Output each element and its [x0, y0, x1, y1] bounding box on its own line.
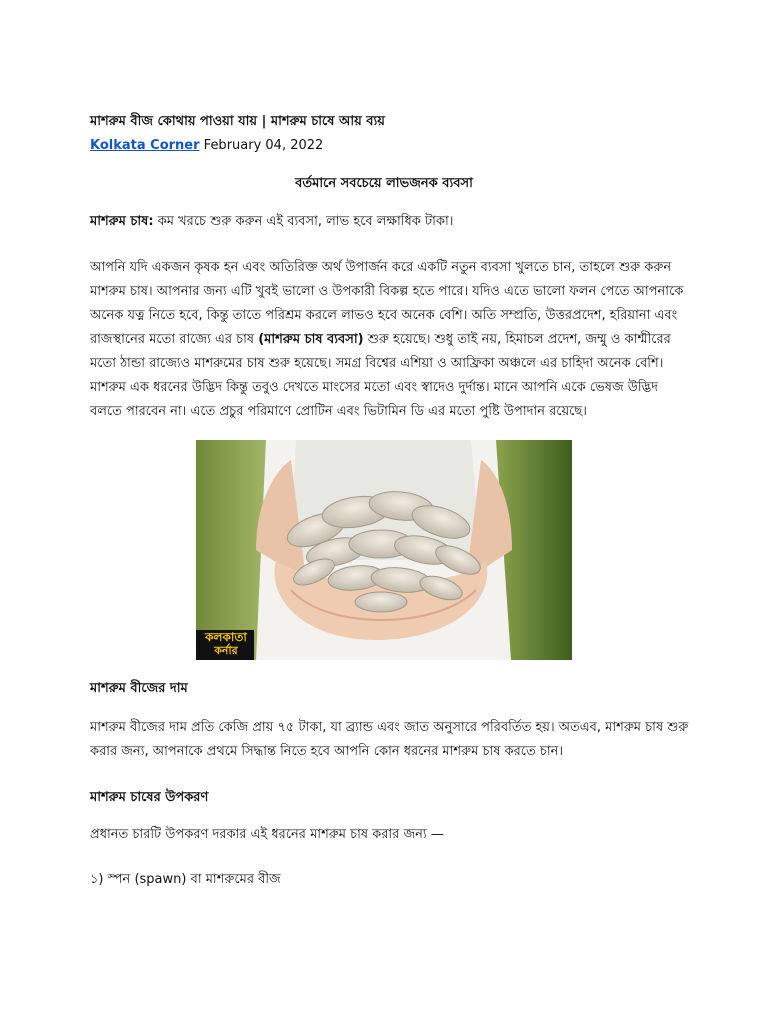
image-watermark	[198, 630, 254, 660]
intro-paragraph	[90, 210, 690, 234]
intro-bold-label: মাশরুম চাষ:	[90, 214, 154, 229]
publish-date: February 04, 2022	[203, 138, 324, 153]
mushroom-photo	[196, 440, 572, 660]
p1-bold-phrase: (মাশরুম চাষ ব্যবসা)	[258, 332, 364, 347]
watermark-line-2: কর্নার	[214, 644, 238, 657]
body-paragraph-seed-price: মাশরুম বীজের দাম প্রতি কেজি প্রায় ৭৫ টাকা, যা ব্র্যান্ড এবং জাত অনুসারে পরিবর্তিত হয়। অতএব, মাশরুম চাষ শুরু করার জন্য, আপনাকে প্রথমে সিদ্ধান্ত নিতে হবে আপনি কোন ধরনের মাশরুম চাষ করতে চান।	[90, 720, 689, 759]
section-heading-materials: মাশরুম চাষের উপকরণ	[90, 790, 209, 805]
list-item-spawn: ১) স্পন (spawn) বা মাশরুমের বীজ	[90, 872, 281, 887]
watermark-line-1: কলকাতা	[205, 630, 247, 644]
body-paragraph-materials: প্রধানত চারটি উপকরণ দরকার এই ধরনের মাশরুম চাষ করার জন্য —	[90, 827, 444, 842]
article-subtitle: বর্তমানে সবচেয়ে লাভজনক ব্যবসা	[295, 176, 473, 191]
section-heading-seed-price: মাশরুম বীজের দাম	[90, 681, 188, 696]
byline	[90, 138, 323, 154]
p1-text-a: আপনি যদি একজন কৃষক হন এবং অতিরিক্ত অর্থ উপার্জন করে একটি নতুন ব্যবসা খুলতে চান, তাহলে শুরু করুন মাশরুম চাষ। আপনার জন্য এটি খুবই ভালো ও উপকারী বিকল্প হতে পারে। যদিও এতে ভালো ফলন পেতে আপনাকে অনেক যত্ন নিতে হবে, কিন্তু তাতে পরিশ্রম করলে লাভও হবে অনেক বেশি। অতি সম্প্রতি, উত্তরপ্রদেশ, হরিয়ানা এবং রাজস্থানের মতো রাজ্যে এর চাষ	[90, 260, 684, 347]
p1-text-b: শুরু হয়েছে। শুধু তাই নয়, হিমাচল প্রদেশ, জম্মু ও কাশ্মীরের মতো ঠান্ডা রাজ্যেও মাশরুমের চাষ শুরু হয়েছে। সমগ্র বিশ্বের এশিয়া ও আফ্রিকা অঞ্চলে এর চাহিদা অনেক বেশি। মাশরুম এক ধরনের উদ্ভিদ কিন্তু তবুও দেখতে মাংসের মতো এবং স্বাদেও দুর্দান্ত। মানে আপনি একে ভেষজ উদ্ভিদ বলতে পারবেন না। এতে প্রচুর পরিমাণে প্রোটিন এবং ভিটামিন ডি এর মতো পুষ্টি উপাদান রয়েছে।	[90, 332, 671, 419]
body-paragraph-1	[90, 256, 690, 424]
intro-text: কম খরচে শুরু করুন এই ব্যবসা, লাভ হবে লক্ষাধিক টাকা।	[153, 214, 454, 229]
author-link[interactable]: Kolkata Corner	[90, 138, 200, 153]
article-title: মাশরুম বীজ কোথায় পাওয়া যায় | মাশরুম চাষে আয় ব্যয়	[90, 114, 385, 129]
